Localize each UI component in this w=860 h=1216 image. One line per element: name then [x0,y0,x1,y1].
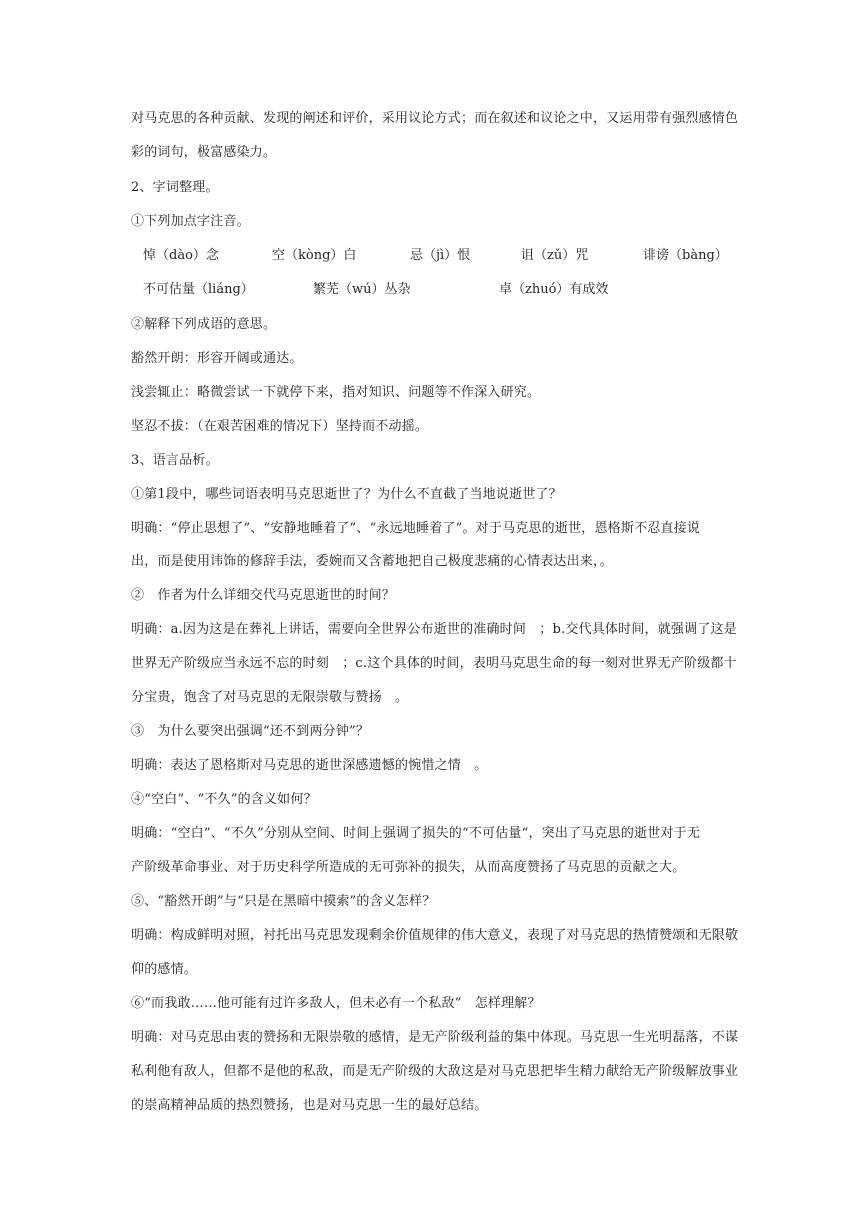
question-3: ③ 为什么要突出强调“还不到两分钟”？ [131,724,370,739]
section-3-heading: 3、语言品析。 [131,453,219,468]
idiom-definition-1: 豁然开朗：形容开阔或通达。 [131,351,303,366]
answer-2-line-3: 分宝贵，饱含了对马克思的无限崇敬与赞扬 。 [131,690,409,705]
question-2: ② 作者为什么详细交代马克思逝世的时间？ [131,588,396,603]
pinyin-item-4: 诅（zǔ）咒 [521,248,589,263]
answer-6-line-1: 明确：对马克思由衷的赞扬和无限崇敬的感情，是无产阶级利益的集中体现。马克思一生光明磊落，不谋 [131,1030,739,1045]
question-pinyin: ①下列加点字注音。 [131,214,250,229]
section-2-heading: 2、字词整理。 [131,180,219,195]
pinyin-item-2: 空（kòng）白 [272,248,357,263]
answer-3: 明确：表达了恩格斯对马克思的逝世深感遗憾的惋惜之情 。 [131,758,488,773]
idiom-definition-2: 浅尝辄止：略微尝试一下就停下来，指对知识、问题等不作深入研究。 [131,385,541,400]
pinyin-item-8: 卓（zhuó）有成效 [499,282,609,297]
answer-2-line-2: 世界无产阶级应当永远不忘的时刻 ；c.这个具体的时间，表明马克思生命的每一刻对世界无产阶级都十 [131,656,737,671]
pinyin-item-1: 悼（dào）念 [143,248,219,263]
pinyin-item-6: 不可估量（liáng） [143,282,254,297]
answer-4-line-1: 明确：“空白”、“不久”分别从空间、时间上强调了损失的“不可估量“，突出了马克思的逝世对于无 [131,826,701,841]
question-4: ④“空白”、“不久”的含义如何？ [131,792,317,807]
question-6: ⑥“而我敢……他可能有过许多敌人，但未必有一个私敌” 怎样理解？ [131,996,541,1011]
answer-2-line-1: 明确：a.因为这是在葬礼上讲话，需要向全世界公布逝世的准确时间 ；b.交代具体时间，就强调了这是 [131,622,737,637]
answer-1-line-1: 明确：“停止思想了”、“安静地睡着了”、“永远地睡着了”。对于马克思的逝世，恩格斯不忍直接说 [131,521,701,536]
question-idioms: ②解释下列成语的意思。 [131,317,277,332]
pinyin-item-7: 繁芜（wú）丛杂 [313,282,411,297]
intro-line-1: 对马克思的各种贡献、发现的阐述和评价，采用议论方式；而在叙述和议论之中，又运用带有强烈感情色 [131,111,739,126]
idiom-definition-3: 坚忍不拔：（在艰苦困难的情况下）坚持而不动摇。 [131,419,429,434]
pinyin-item-5: 诽谤（bàng） [643,248,728,263]
answer-6-line-3: 的崇高精神品质的热烈赞扬，也是对马克思一生的最好总结。 [131,1098,488,1113]
answer-5-line-2: 仰的感情。 [131,962,198,977]
answer-4-line-2: 产阶级革命事业、对于历史科学所造成的无可弥补的损失，从而高度赞扬了马克思的贡献之大。 [131,860,686,875]
answer-1-line-2: 出，而是使用讳饰的修辞手法，委婉而又含蓄地把自己极度悲痛的心情表达出来，。 [131,554,613,569]
question-1: ①第1段中，哪些词语表明马克思逝世了？为什么不直截了当地说逝世了？ [131,487,562,502]
question-5: ⑤、“豁然开朗”与“只是在黑暗中摸索”的含义怎样？ [131,894,436,909]
intro-line-2: 彩的词句，极富感染力。 [131,145,277,160]
answer-6-line-2: 私利他有敌人，但都不是他的私敌，而是无产阶级的大敌这是对马克思把毕生精力献给无产阶级解放事业 [131,1064,739,1079]
answer-5-line-1: 明确：构成鲜明对照，衬托出马克思发现剩余价值规律的伟大意义，表现了对马克思的热情赞颂和无限敬 [131,928,739,943]
pinyin-item-3: 忌（jì）恨 [410,248,471,263]
